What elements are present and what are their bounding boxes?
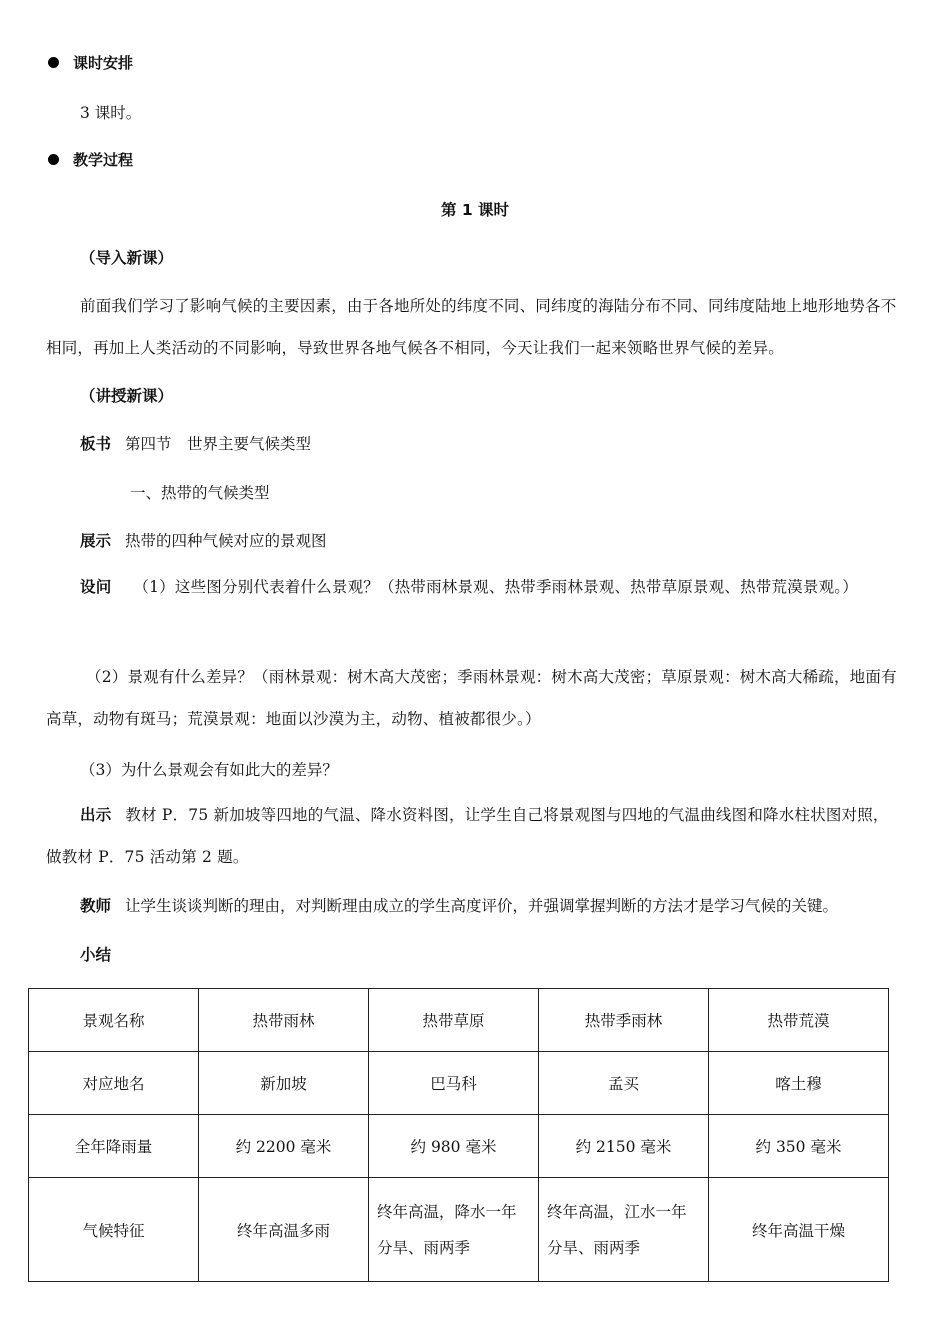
- table-cell: 热带雨林: [199, 989, 369, 1052]
- table-row: [29, 1052, 889, 1115]
- sub-heading: 一、热带的气候类型: [130, 484, 270, 502]
- present-text: 教材 P．75 新加坡等四地的气温、降水资料图，让学生自己将景观图与四地的气温曲线图和降水柱状图对照，做教材 P．75 活动第 2 题。: [46, 806, 889, 866]
- summary-table: [28, 988, 889, 1282]
- present-label: 出示: [80, 806, 112, 824]
- table-cell: 新加坡: [199, 1052, 369, 1115]
- table-row: [29, 989, 889, 1052]
- question-1: [46, 566, 904, 608]
- table-cell: 喀土穆: [709, 1052, 889, 1115]
- table-cell: 约 350 毫米: [709, 1115, 889, 1178]
- table-cell: 热带荒漠: [709, 989, 889, 1052]
- teacher-line: [80, 894, 950, 916]
- show-label: 展示: [80, 532, 112, 550]
- schedule-heading: 课时安排: [48, 52, 950, 73]
- show-text: 热带的四种气候对应的景观图: [125, 532, 327, 550]
- teacher-text: 让学生谈谈判断的理由，对判断理由成立的学生高度评价，并强调掌握判断的方法才是学习气候的关键。: [125, 897, 839, 915]
- table-cell: 终年高温，降水一年分旱、雨两季: [369, 1178, 539, 1282]
- table-cell: 约 2150 毫米: [539, 1115, 709, 1178]
- table-cell: 对应地名: [29, 1052, 199, 1115]
- table-cell: 巴马科: [369, 1052, 539, 1115]
- schedule-text: 3 课时。: [80, 104, 142, 122]
- table-cell: 气候特征: [29, 1178, 199, 1282]
- show-line: [80, 529, 950, 551]
- table-cell: 终年高温干燥: [709, 1178, 889, 1282]
- teacher-label: 教师: [80, 897, 112, 915]
- table-cell: 孟买: [539, 1052, 709, 1115]
- intro-heading: （导入新课）: [80, 249, 174, 267]
- present-line: [46, 794, 904, 878]
- teaching-heading: （讲授新课）: [80, 387, 174, 405]
- bullet-icon: [48, 57, 59, 68]
- board-line: [80, 432, 950, 454]
- question-1-text: （1）这些图分别代表着什么景观？（热带雨林景观、热带季雨林景观、热带草原景观、热带荒漠景观。）: [133, 578, 858, 596]
- ask-label: 设问: [80, 578, 112, 596]
- table-cell: 约 2200 毫米: [199, 1115, 369, 1178]
- question-3: （3）为什么景观会有如此大的差异？: [80, 761, 338, 779]
- lesson-title: 第 1 课时: [440, 201, 510, 219]
- table-row: [29, 1178, 889, 1282]
- board-label: 板书: [80, 435, 112, 453]
- board-text: 第四节 世界主要气候类型: [125, 435, 312, 453]
- intro-paragraph: 前面我们学习了影响气候的主要因素，由于各地所处的纬度不同、同纬度的海陆分布不同、同纬度陆地上地形地势各不相同，再加上人类活动的不同影响，导致世界各地气候各不相同，今天让我们一起来领略世界气候的差异。: [46, 297, 897, 357]
- process-heading: 教学过程: [48, 149, 950, 170]
- table-cell: 约 980 毫米: [369, 1115, 539, 1178]
- question-2: （2）景观有什么差异？（雨林景观：树木高大茂密；季雨林景观：树木高大茂密；草原景观：树木高大稀疏，地面有高草，动物有斑马；荒漠景观：地面以沙漠为主，动物、植被都很少。）: [46, 668, 897, 728]
- bullet-icon: [48, 154, 59, 165]
- table-cell: 热带季雨林: [539, 989, 709, 1052]
- table-cell: 终年高温多雨: [199, 1178, 369, 1282]
- table-cell: 热带草原: [369, 989, 539, 1052]
- table-row: [29, 1115, 889, 1178]
- table-cell: 景观名称: [29, 989, 199, 1052]
- table-cell: 全年降雨量: [29, 1115, 199, 1178]
- table-cell: 终年高温，江水一年分旱、雨两季: [539, 1178, 709, 1282]
- summary-label: 小结: [80, 946, 112, 964]
